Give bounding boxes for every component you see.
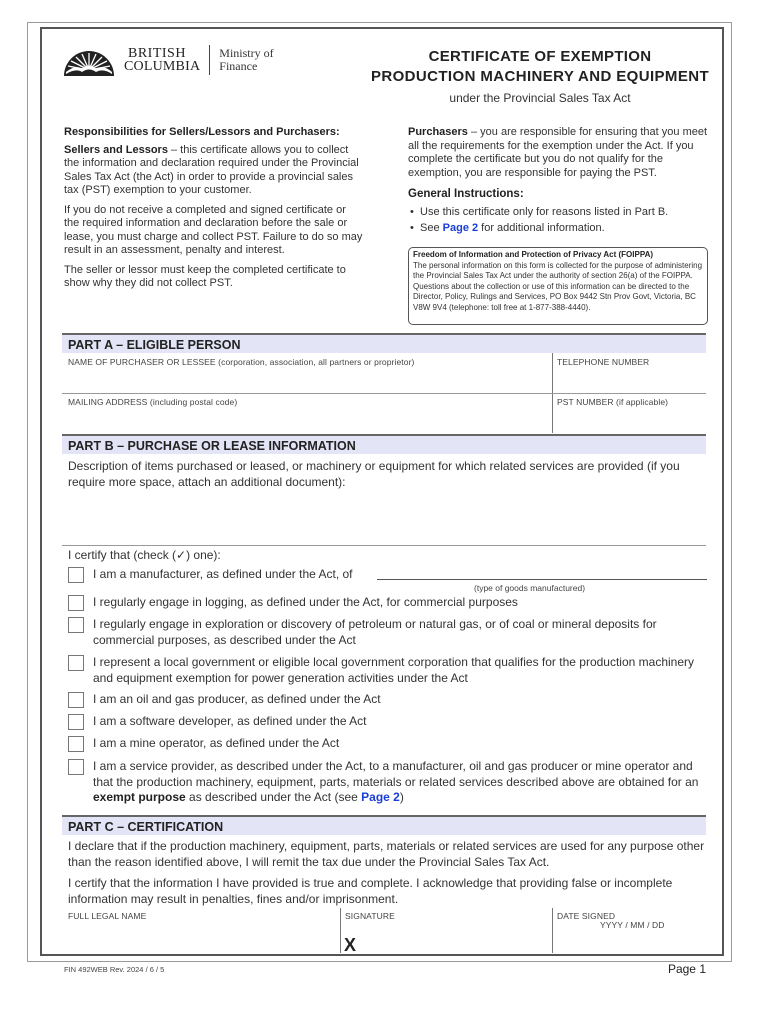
part-c-heading: PART C – CERTIFICATION — [62, 815, 706, 835]
form-subtitle: under the Provincial Sales Tax Act — [449, 91, 631, 105]
service-provider-checkbox[interactable] — [68, 759, 84, 775]
option-text: I am a software developer, as defined under the Act — [93, 714, 367, 728]
software-developer-checkbox[interactable] — [68, 714, 84, 730]
option-text: I am a mine operator, as defined under the Act — [93, 736, 340, 750]
instruction-item — [408, 222, 708, 236]
telephone-label: TELEPHONE NUMBER — [557, 357, 650, 367]
form-title: CERTIFICATE OF EXEMPTION — [428, 48, 652, 65]
wordmark-line2: COLUMBIA — [124, 59, 201, 74]
part-b-heading: PART B – PURCHASE OR LEASE INFORMATION — [62, 434, 706, 454]
form-title-secondary: PRODUCTION MACHINERY AND EQUIPMENT — [370, 68, 710, 85]
option-local-government — [68, 655, 708, 686]
local-government-checkbox[interactable] — [68, 655, 84, 671]
signature-x-mark: X — [344, 935, 357, 955]
mine-operator-checkbox[interactable] — [68, 736, 84, 752]
exploration-checkbox[interactable] — [68, 617, 84, 633]
purchase-description-input[interactable] — [62, 492, 706, 544]
general-instructions-heading: General Instructions: — [408, 188, 524, 200]
purchase-description-prompt: Description of items purchased or leased, or machinery or equipment for which related services are provided (if you require more space, attach an additional document): — [68, 459, 680, 489]
purchasers-paragraph — [408, 126, 708, 180]
option-manufacturer — [68, 567, 708, 583]
pst-number-label: PST NUMBER (if applicable) — [557, 397, 669, 407]
option-text-part: as described under the Act (see — [185, 790, 362, 804]
date-signed-input[interactable] — [553, 930, 706, 952]
option-oil-gas-producer — [68, 692, 708, 708]
keep-certificate-paragraph: The seller or lessor must keep the completed certificate to show why they did not collect PST. — [64, 263, 346, 289]
manufacturer-checkbox[interactable] — [68, 567, 84, 583]
form-title-block — [360, 48, 720, 105]
logo-divider — [209, 45, 210, 75]
declaration-paragraph: I declare that if the production machinery, equipment, parts, materials or related services are used for any purpose other than the reason identified above, I will remit the tax due under the Provincial Sales Tax Act. — [68, 839, 705, 869]
option-service-provider — [68, 759, 708, 806]
mailing-address-input[interactable] — [62, 408, 552, 432]
collect-pst-paragraph: If you do not receive a completed and signed certificate or the required information and declaration before the sale or lease, you must charge and collect PST. Failure to do so may result in an assessment, penalty and interest. — [64, 203, 363, 256]
foippa-title: Freedom of Information and Protection of Privacy Act (FOIPPA) — [413, 250, 654, 259]
sellers-paragraph — [64, 144, 364, 198]
option-text: I regularly engage in exploration or discovery of petroleum or natural gas, or of coal or mineral deposits for commercial purposes, as described under the Act — [93, 617, 657, 647]
certify-prompt: I certify that (check (✓) one): — [68, 548, 221, 562]
pst-number-input[interactable] — [553, 408, 706, 432]
option-software-developer — [68, 714, 708, 730]
date-format-hint: YYYY / MM / DD — [600, 920, 665, 930]
option-text: I am a manufacturer, as defined under the Act, of — [93, 567, 353, 581]
mailing-address-label: MAILING ADDRESS (including postal code) — [68, 397, 238, 407]
full-legal-name-label: FULL LEGAL NAME — [68, 911, 147, 921]
purchasers-text: – you are responsible for ensuring that you meet all the requirements for the exemption under the Act. If you complete the certificate but you do not qualify for the exemption, you are responsible for paying the PST. — [408, 126, 708, 179]
option-text: I am an oil and gas producer, as defined under the Act — [93, 692, 381, 706]
page-2-link[interactable]: Page 2 — [442, 222, 479, 234]
goods-manufactured-label: (type of goods manufactured) — [474, 583, 586, 593]
wordmark-line1: BRITISH — [128, 46, 186, 61]
signature-label: SIGNATURE — [345, 911, 395, 921]
option-text-part: ) — [399, 790, 404, 804]
page-2-link[interactable]: Page 2 — [361, 790, 400, 804]
sellers-label: Sellers and Lessors — [64, 143, 168, 156]
responsibilities-heading: Responsibilities for Sellers/Lessors and Purchasers: — [64, 126, 340, 138]
option-mine-operator — [68, 736, 708, 752]
purchaser-name-input[interactable] — [62, 368, 552, 392]
ministry-name — [219, 47, 273, 73]
certification-paragraph: I certify that the information I have provided is true and complete. I acknowledge that providing false or incomplete information may result in penalties, fines and/or imprisonment. — [68, 876, 673, 906]
option-exploration — [68, 617, 708, 648]
option-text: I regularly engage in logging, as defined under the Act, for commercial purposes — [93, 595, 518, 609]
telephone-input[interactable] — [553, 368, 706, 392]
bc-wordmark — [124, 47, 200, 73]
instruction-text: for additional information. — [478, 222, 605, 234]
goods-manufactured-input[interactable] — [377, 579, 707, 580]
option-logging — [68, 595, 708, 611]
instructions-list — [408, 206, 708, 236]
bc-sun-logo-icon — [62, 42, 116, 78]
option-text — [93, 759, 708, 806]
part-a-row-divider — [62, 393, 706, 394]
ministry-line1: Ministry of — [219, 46, 274, 60]
description-bottom-rule — [62, 545, 706, 546]
page-number: Page 1 — [667, 962, 706, 976]
exempt-purpose-term: exempt purpose — [93, 790, 186, 804]
logging-checkbox[interactable] — [68, 595, 84, 611]
foippa-notice — [408, 247, 708, 325]
sellers-text: – this certificate allows you to collect the information and declaration required under the Provincial Sales Tax Act (the Act) in order to provide a provincial sales tax (PST) exemption to your customer. — [64, 143, 359, 196]
ministry-line2: Finance — [219, 59, 258, 73]
purchaser-name-label: NAME OF PURCHASER OR LESSEE (corporation, association, all partners or proprietor) — [68, 357, 415, 367]
responsibilities-section — [64, 126, 364, 297]
purchasers-section — [408, 126, 708, 242]
form-number: FIN 492WEB Rev. 2024 / 6 / 5 — [64, 965, 165, 974]
oil-gas-producer-checkbox[interactable] — [68, 692, 84, 708]
instruction-item: • Use this certificate only for reasons listed in Part B. — [408, 206, 708, 220]
part-a-heading: PART A – ELIGIBLE PERSON — [62, 333, 706, 353]
foippa-body: The personal information on this form is collected for the purpose of administering the Provincial Sales Tax Act under the authority of section 26(a) of the FOIPPA. Questions about the collection or use of this information can be directed to the Director, Policy, Rulings and Services, PO Box 9442 Stn Prov Govt, Victoria, BC V8W 9V4 (telephone: toll free at 1-877-388-4440). — [413, 260, 703, 312]
option-text: I represent a local government or eligible local government corporation that qualifies for the production machinery and equipment exemption for power generation activities under the Act — [93, 655, 694, 685]
purchasers-label: Purchasers — [408, 126, 468, 138]
signature-field[interactable] — [341, 922, 551, 952]
instruction-text: See — [420, 222, 443, 234]
option-text-part: I am a service provider, as described under the Act, to a manufacturer, oil and gas producer or mine operator and that the production machinery, equipment, parts, materials or related services described above are obtained for an — [93, 759, 699, 789]
bc-government-logo — [62, 42, 274, 78]
full-legal-name-input[interactable] — [62, 922, 339, 952]
date-signed-label: DATE SIGNED — [557, 911, 616, 921]
